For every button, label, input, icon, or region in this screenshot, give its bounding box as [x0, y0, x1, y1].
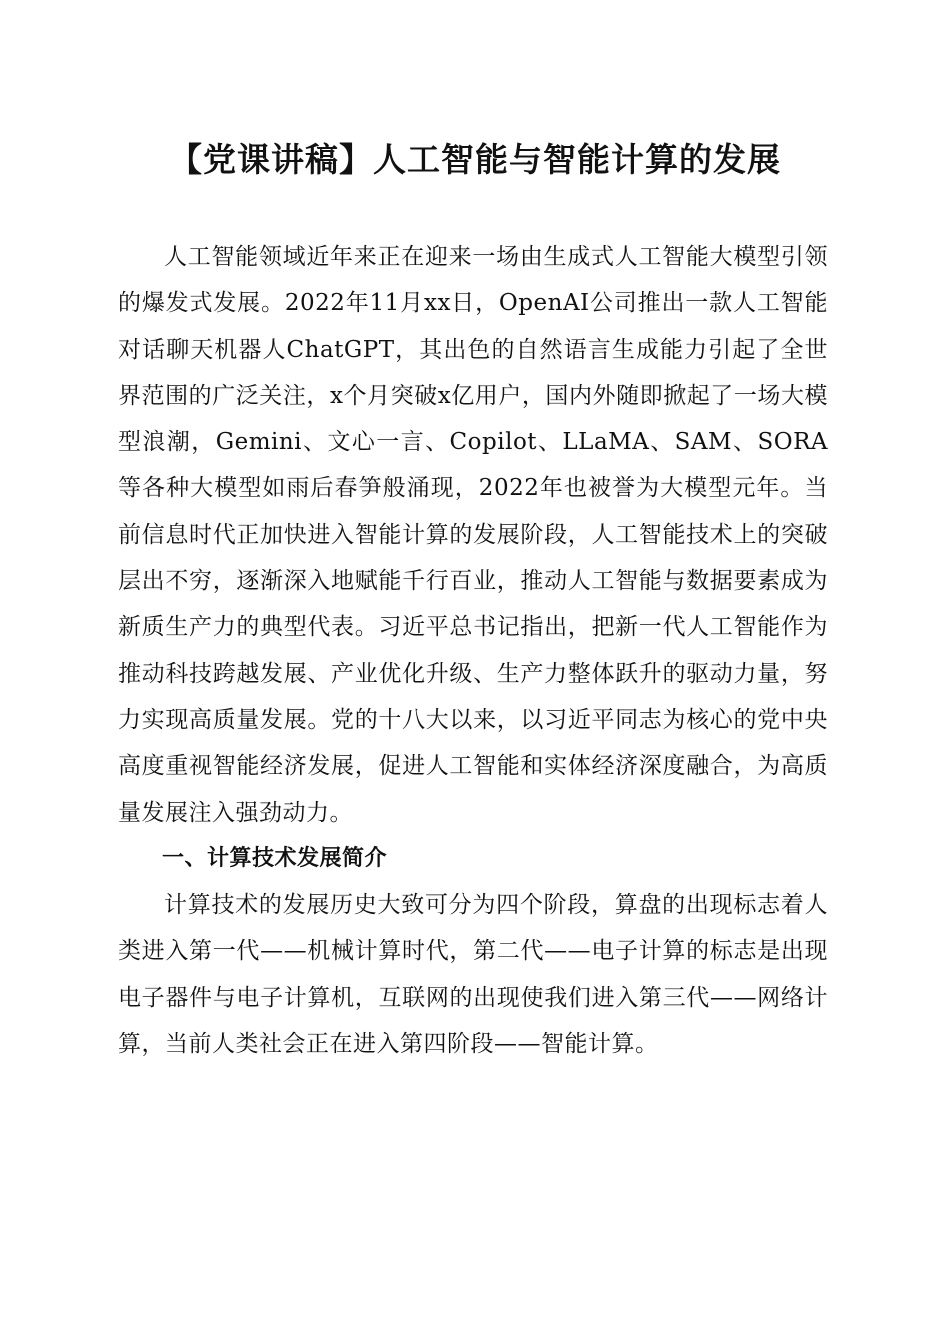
document-body [118, 234, 828, 1067]
intro-paragraph: 人工智能领域近年来正在迎来一场由生成式人工智能大模型引领的爆发式发展。2022年11月xx日，OpenAI公司推出一款人工智能对话聊天机器人ChatGPT，其出色的自然语言生成能力引起了全世界范围的广泛关注，x个月突破x亿用户，国内外随即掀起了一场大模型浪潮，Gemini、文心一言、Copilot、LLaMA、SAM、SORA等各种大模型如雨后春笋般涌现，2022年也被誉为大模型元年。当前信息时代正加快进入智能计算的发展阶段，人工智能技术上的突破层出不穷，逐渐深入地赋能千行百业，推动人工智能与数据要素成为新质生产力的典型代表。习近平总书记指出，把新一代人工智能作为推动科技跨越发展、产业优化升级、生产力整体跃升的驱动力量，努力实现高质量发展。党的十八大以来，以习近平同志为核心的党中央高度重视智能经济发展，促进人工智能和实体经济深度融合，为高质量发展注入强劲动力。 [118, 244, 828, 826]
section-1-paragraph: 计算技术的发展历史大致可分为四个阶段，算盘的出现标志着人类进入第一代——机械计算时代，第二代——电子计算的标志是出现电子器件与电子计算机，互联网的出现使我们进入第三代——网络计算，当前人类社会正在进入第四阶段——智能计算。 [118, 892, 828, 1058]
document-title: 【党课讲稿】人工智能与智能计算的发展 [169, 140, 781, 179]
section-heading-1: 一、计算技术发展简介 [162, 845, 388, 871]
